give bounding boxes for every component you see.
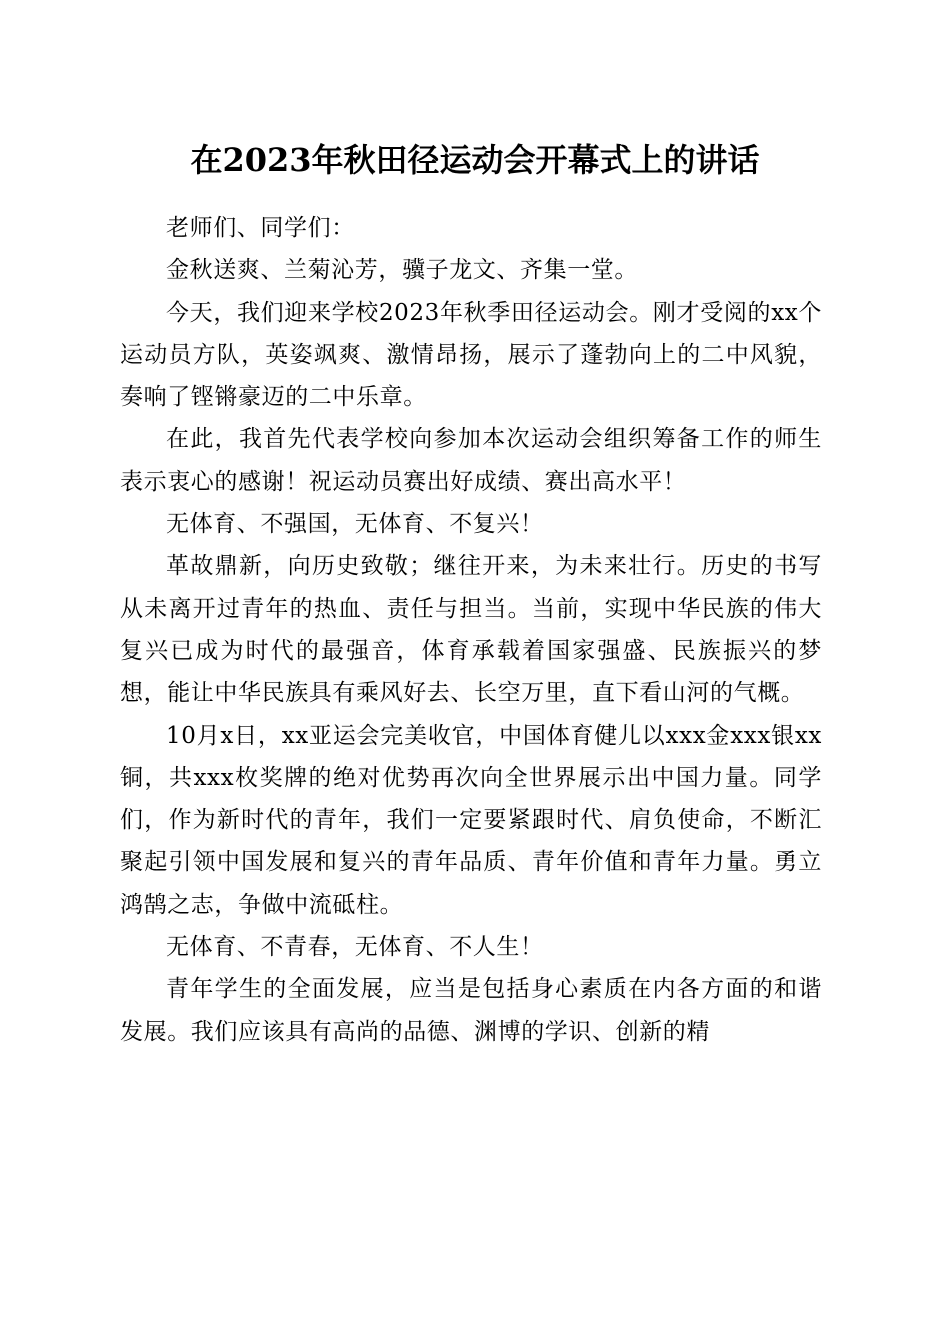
paragraph-slogan-2: 无体育、不青春，无体育、不人生！	[166, 934, 544, 961]
paragraph-history: 革故鼎新，向历史致敬；继往开来，为未来壮行。历史的书写从未离开过青年的热血、责任与担当。当前，实现中华民族的伟大复兴已成为时代的最强音，体育承载着国家强盛、民族振兴的梦想，能让中华民族具有乘风好去、长空万里，直下看山河的气概。	[120, 553, 822, 707]
paragraph-today: 今天，我们迎来学校2023年秋季田径运动会。刚才受阅的xx个运动员方队，英姿飒爽、激情昂扬，展示了蓬勃向上的二中风貌，奏响了铿锵豪迈的二中乐章。	[120, 299, 822, 411]
paragraph-greeting: 老师们、同学们：	[166, 215, 355, 241]
paragraph-opening: 金秋送爽、兰菊沁芳，骥子龙文、齐集一堂。	[166, 257, 638, 284]
document-title: 在2023年秋田径运动会开幕式上的讲话	[190, 141, 760, 179]
paragraph-development: 青年学生的全面发展，应当是包括身心素质在内各方面的和谐发展。我们应该具有高尚的品德、渊博的学识、创新的精	[120, 976, 822, 1045]
document-body	[120, 207, 822, 1053]
paragraph-asian-games: 10月x日，xx亚运会完美收官，中国体育健儿以xxx金xxx银xx铜，共xxx枚奖牌的绝对优势再次向全世界展示出中国力量。同学们，作为新时代的青年，我们一定要紧跟时代、肩负使命，不断汇聚起引领中国发展和复兴的青年品质、青年价值和青年力量。勇立鸿鹄之志，争做中流砥柱。	[120, 722, 822, 918]
paragraph-thanks: 在此，我首先代表学校向参加本次运动会组织筹备工作的师生表示衷心的感谢！祝运动员赛出好成绩、赛出高水平！	[120, 426, 822, 495]
paragraph-slogan-1: 无体育、不强国，无体育、不复兴！	[166, 511, 544, 538]
